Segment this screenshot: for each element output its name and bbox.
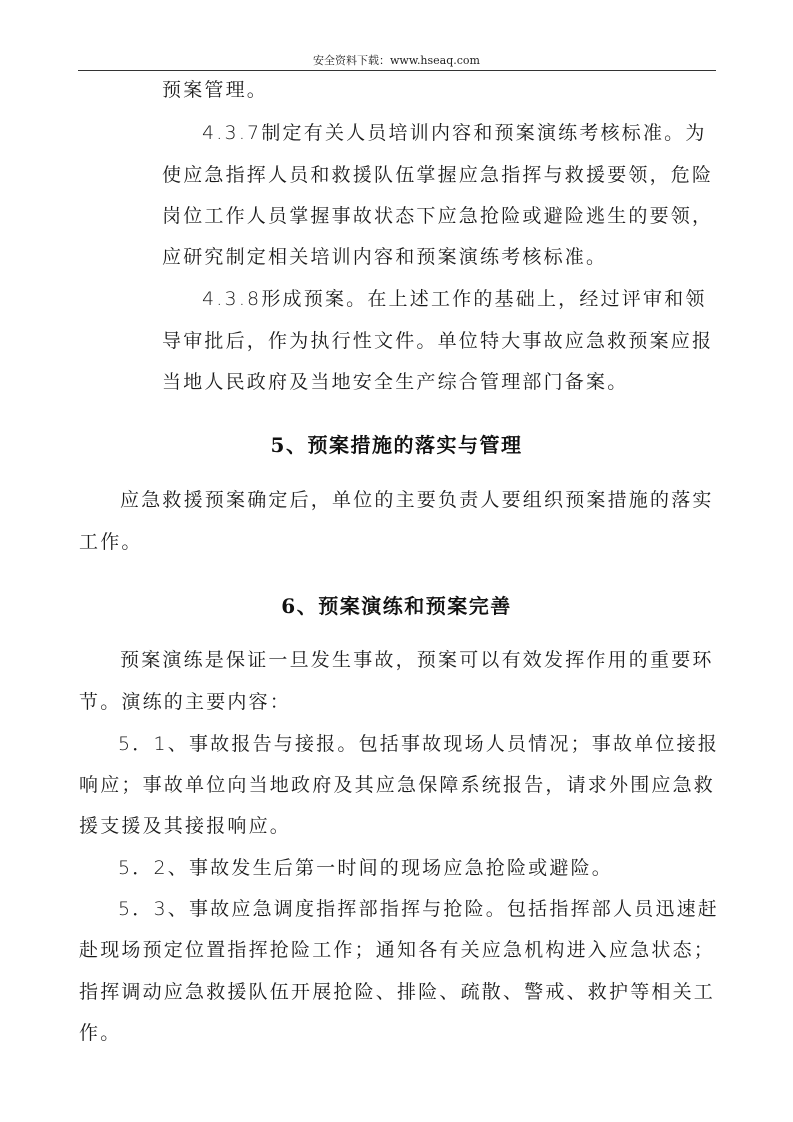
- section-heading: 5、预案措施的落实与管理: [270, 433, 523, 457]
- paragraph-line: 赴现场预定位置指挥抢险工作；通知各有关应急机构进入应急状态；: [79, 939, 716, 961]
- paragraph-line: 节。演练的主要内容：: [79, 691, 292, 713]
- paragraph-line: 指挥调动应急救援队伍开展抢险、排险、疏散、警戒、救护等相关工: [79, 981, 716, 1003]
- paragraph-line: 应急救援预案确定后，单位的主要负责人要组织预案措施的落实: [120, 489, 714, 511]
- paragraph-line: 4.3.7制定有关人员培训内容和预案演练考核标准。为: [202, 122, 707, 144]
- paragraph-line: 4.3.8形成预案。在上述工作的基础上，经过评审和领: [202, 288, 707, 310]
- paragraph-line: 援支援及其接报响应。: [79, 815, 292, 837]
- paragraph-line: 5．3、事故应急调度指挥部指挥与抢险。包括指挥部人员迅速赶: [118, 898, 719, 920]
- paragraph-line: 工作。: [79, 531, 143, 553]
- page-header: 安全资料下载：www.hseaq.com: [313, 54, 480, 67]
- section-heading: 6、预案演练和预案完善: [281, 594, 512, 618]
- paragraph-line: 作。: [79, 1022, 122, 1044]
- paragraph-line: 5．2、事故发生后第一时间的现场应急抢险或避险。: [118, 857, 613, 879]
- paragraph-line: 使应急指挥人员和救援队伍掌握应急指挥与救援要领，危险: [162, 164, 714, 186]
- paragraph-line: 预案管理。: [162, 79, 269, 101]
- paragraph-line: 岗位工作人员掌握事故状态下应急抢险或避险逃生的要领，: [162, 205, 714, 227]
- header-divider: [78, 70, 716, 71]
- paragraph-line: 当地人民政府及当地安全生产综合管理部门备案。: [162, 371, 629, 393]
- paragraph-line: 5．1、事故报告与接报。包括事故现场人员情况；事故单位接报: [118, 733, 719, 755]
- paragraph-line: 导审批后，作为执行性文件。单位特大事故应急救预案应报: [162, 330, 714, 352]
- paragraph-line: 应研究制定相关培训内容和预案演练考核标准。: [162, 246, 608, 268]
- paragraph-line: 响应；事故单位向当地政府及其应急保障系统报告，请求外围应急救: [79, 774, 716, 796]
- paragraph-line: 预案演练是保证一旦发生事故，预案可以有效发挥作用的重要环: [120, 649, 714, 671]
